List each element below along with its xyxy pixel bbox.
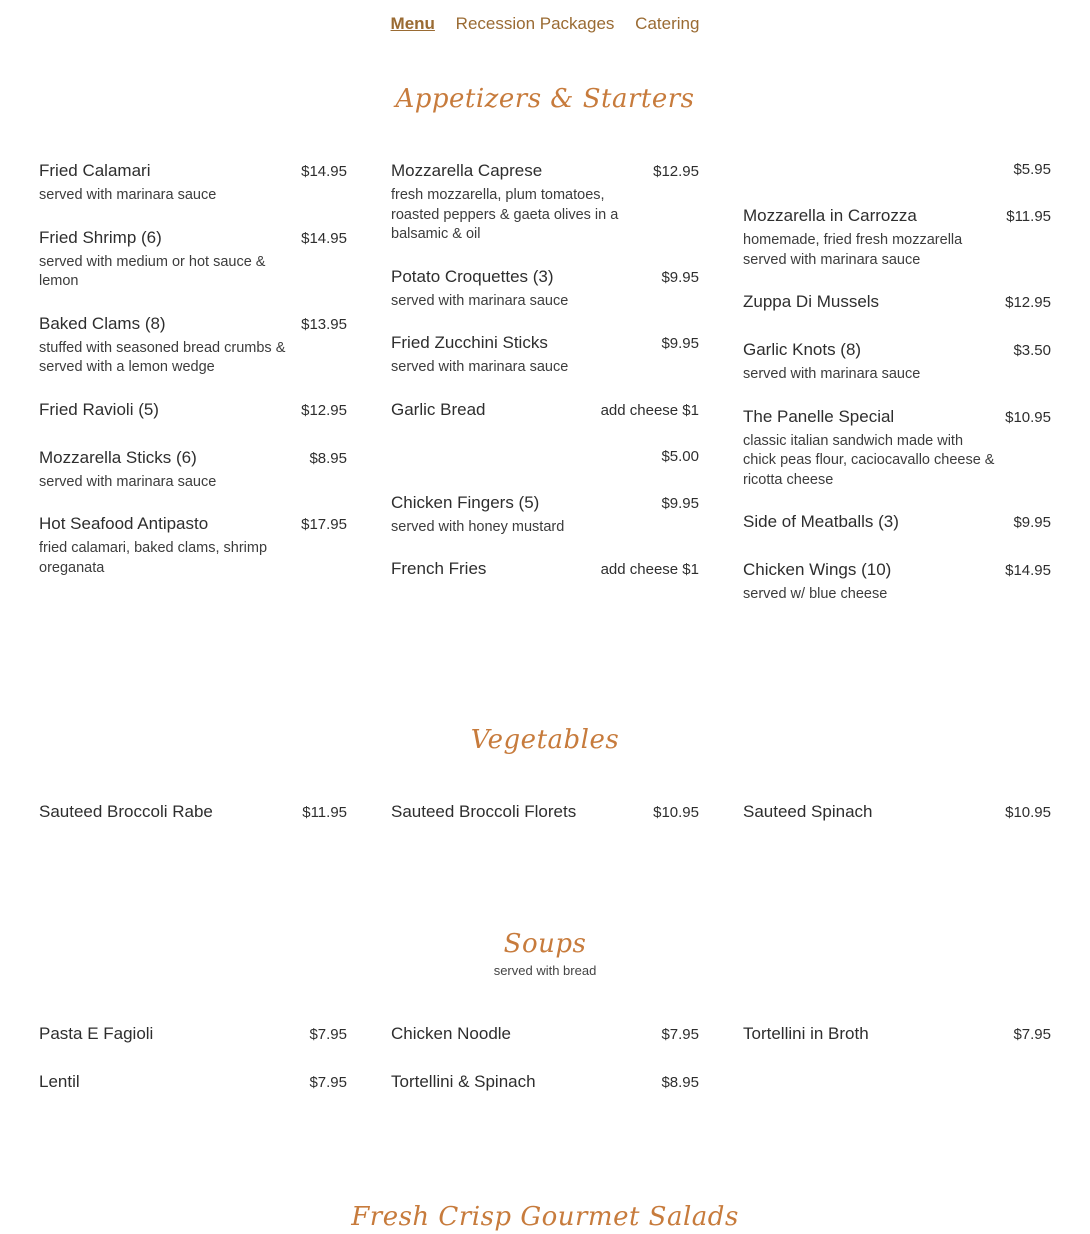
menu-item-description: classic italian sandwich made with chick peas flour, caciocavallo cheese & ricotta cheese [743, 432, 995, 488]
menu-item-price: $7.95 [1013, 1026, 1051, 1043]
menu-item [391, 333, 699, 378]
menu-item-row [743, 292, 1051, 312]
vegetables-column-1 [39, 802, 347, 850]
menu-item [391, 267, 699, 312]
menu-item-price: $12.95 [1005, 294, 1051, 311]
menu-item-price: $11.95 [1006, 208, 1051, 225]
menu-item [743, 292, 1051, 312]
menu-item-description: fresh mozzarella, plum tomatoes, roasted peppers & gaeta olives in a balsamic & oil [391, 187, 619, 242]
menu-item-row [39, 161, 347, 181]
menu-item [39, 228, 347, 292]
menu-item [39, 161, 347, 206]
menu-item-name: Hot Seafood Antipasto [39, 514, 209, 533]
section-title-soups: Soups [503, 929, 587, 959]
nav-link-recession-packages[interactable]: Recession Packages [455, 14, 615, 33]
menu-item-name: Fried Zucchini Sticks [391, 333, 548, 352]
nav-link-catering[interactable]: Catering [635, 14, 700, 33]
menu-item [39, 1072, 347, 1092]
menu-item-price: $10.95 [1005, 408, 1051, 426]
menu-item-row [39, 314, 347, 334]
appetizers-column-3 [743, 161, 1051, 627]
menu-item-price: $7.95 [309, 1026, 347, 1043]
menu-item [743, 802, 1051, 822]
menu-item-row [391, 559, 699, 579]
menu-item-name: Garlic Knots (8) [743, 340, 862, 359]
menu-item-price: $14.95 [301, 163, 347, 180]
menu-item-price: $5.00 [661, 447, 699, 465]
menu-item-name: Tortellini in Broth [743, 1024, 869, 1043]
menu-item-row [391, 448, 699, 465]
vegetables-column-2 [391, 802, 699, 850]
menu-item-row [39, 1072, 347, 1092]
menu-item-row [39, 1024, 347, 1044]
menu-item [743, 512, 1051, 532]
menu-item-row [743, 407, 1051, 427]
menu-item-row [391, 1072, 699, 1092]
menu-item-price: $8.95 [309, 449, 347, 467]
menu-item-price: $9.95 [661, 268, 699, 286]
menu-item [391, 161, 699, 245]
vegetables-column-3 [743, 802, 1051, 850]
menu-item-description: served with marinara sauce [39, 187, 217, 203]
menu-item-description: served with marinara sauce [743, 366, 921, 382]
menu-item-description: served with honey mustard [391, 518, 565, 535]
menu-item-name: Sauteed Broccoli Rabe [39, 802, 213, 821]
menu-item-description: served with marinara sauce [391, 292, 569, 309]
menu-item-row [743, 560, 1051, 580]
soups-column-2 [391, 1024, 699, 1120]
menu-item-name: The Panelle Special [743, 406, 895, 426]
menu-item [39, 448, 347, 493]
menu-item-row [391, 161, 699, 181]
menu-item-name: Lentil [39, 1072, 80, 1091]
menu-item [391, 559, 699, 579]
menu-item-description: served with marinara sauce [39, 473, 217, 490]
menu-item [391, 1072, 699, 1092]
menu-item [39, 802, 347, 822]
menu-item-name: Zuppa Di Mussels [743, 292, 880, 311]
menu-item-name: French Fries [391, 559, 487, 578]
menu-item-name: Tortellini & Spinach [391, 1072, 536, 1091]
menu-item-price: $9.95 [661, 335, 699, 352]
menu-item [743, 340, 1051, 385]
soups-column-1 [39, 1024, 347, 1120]
menu-item-name: Mozzarella in Carrozza [743, 206, 917, 225]
menu-item-row [743, 512, 1051, 532]
menu-nav [0, 14, 1090, 34]
menu-item-name: Chicken Noodle [391, 1024, 512, 1043]
menu-item-row [743, 1024, 1051, 1044]
menu-item-row [391, 333, 699, 353]
menu-item-price: $13.95 [301, 315, 347, 333]
menu-item-price: $14.95 [301, 229, 347, 247]
menu-item-price: $8.95 [661, 1074, 699, 1091]
menu-item-description: served with medium or hot sauce & lemon [39, 253, 266, 289]
menu-item-row [39, 448, 347, 468]
menu-item-row [39, 400, 347, 420]
menu-item-description: homemade, fried fresh mozzarella served with marinara sauce [743, 232, 963, 268]
menu-item-name: Potato Croquettes (3) [391, 266, 554, 286]
section-title-vegetables: Vegetables [470, 725, 620, 755]
soups-subtitle: served with bread [493, 963, 597, 978]
menu-item-price: $12.95 [653, 163, 699, 180]
menu-item-price: add cheese $1 [600, 401, 699, 419]
menu-item-description: stuffed with seasoned bread crumbs & served with a lemon wedge [39, 339, 286, 375]
menu-item-row [391, 1024, 699, 1044]
menu-item-row [743, 802, 1051, 822]
menu-item-row [39, 802, 347, 822]
menu-item [743, 560, 1051, 605]
menu-item-name: Sauteed Broccoli Florets [391, 802, 577, 821]
menu-item [391, 802, 699, 822]
menu-item-description: served w/ blue cheese [743, 586, 888, 602]
menu-item-row [39, 228, 347, 248]
menu-item-row [743, 161, 1051, 178]
menu-item-price: $9.95 [1013, 514, 1051, 531]
menu-item-name: Pasta E Fagioli [39, 1024, 154, 1043]
menu-item-price: $17.95 [301, 516, 347, 533]
menu-item [39, 1024, 347, 1044]
menu-item-row [391, 493, 699, 513]
menu-item-description: served with marinara sauce [391, 359, 569, 375]
menu-item-name: Fried Shrimp (6) [39, 227, 162, 247]
menu-item-description: fried calamari, baked clams, shrimp oreganata [39, 540, 268, 576]
menu-item-name: Side of Meatballs (3) [743, 512, 899, 531]
nav-link-menu[interactable]: Menu [390, 14, 435, 33]
menu-item-price: $9.95 [661, 494, 699, 512]
menu-item [391, 448, 699, 465]
menu-item-name: Mozzarella Caprese [391, 161, 543, 180]
menu-item-price: $14.95 [1005, 562, 1051, 579]
menu-item-row [743, 206, 1051, 226]
menu-item-price: $7.95 [309, 1074, 347, 1091]
menu-item-price: $3.50 [1013, 342, 1051, 359]
menu-item-price: $10.95 [1005, 804, 1051, 821]
menu-item-price: $10.95 [653, 804, 699, 821]
menu-item-row [391, 267, 699, 287]
appetizers-column-2 [391, 161, 699, 607]
menu-item-name: Fried Calamari [39, 161, 151, 180]
menu-item-price: $5.95 [1013, 161, 1051, 178]
menu-item-name: Fried Ravioli (5) [39, 399, 159, 419]
menu-item-name: Baked Clams (8) [39, 313, 166, 333]
menu-item [743, 1024, 1051, 1044]
menu-item-row [743, 340, 1051, 360]
menu-item-price: add cheese $1 [600, 561, 699, 578]
menu-item [391, 493, 699, 538]
menu-item-price: $7.95 [661, 1026, 699, 1043]
section-title-appetizers: Appetizers & Starters [395, 84, 695, 114]
menu-item [39, 400, 347, 420]
menu-item [391, 1024, 699, 1044]
soups-column-3 [743, 1024, 1051, 1072]
menu-item [743, 206, 1051, 270]
menu-item [391, 400, 699, 420]
menu-item-price: $12.95 [301, 401, 347, 419]
menu-item-name: Chicken Fingers (5) [391, 492, 540, 512]
menu-item-row [391, 400, 699, 420]
menu-item [743, 161, 1051, 178]
menu-item-row [391, 802, 699, 822]
menu-item [39, 514, 347, 578]
menu-item [743, 407, 1051, 491]
section-title-salads: Fresh Crisp Gourmet Salads [351, 1202, 739, 1232]
menu-item-price: $11.95 [302, 804, 347, 821]
menu-item-name: Sauteed Spinach [743, 802, 873, 821]
menu-item [39, 314, 347, 378]
menu-item-name: Mozzarella Sticks (6) [39, 447, 197, 467]
menu-item-name: Garlic Bread [391, 399, 486, 419]
menu-item-name: Chicken Wings (10) [743, 560, 892, 579]
appetizers-column-1 [39, 161, 347, 600]
menu-item-row [39, 514, 347, 534]
